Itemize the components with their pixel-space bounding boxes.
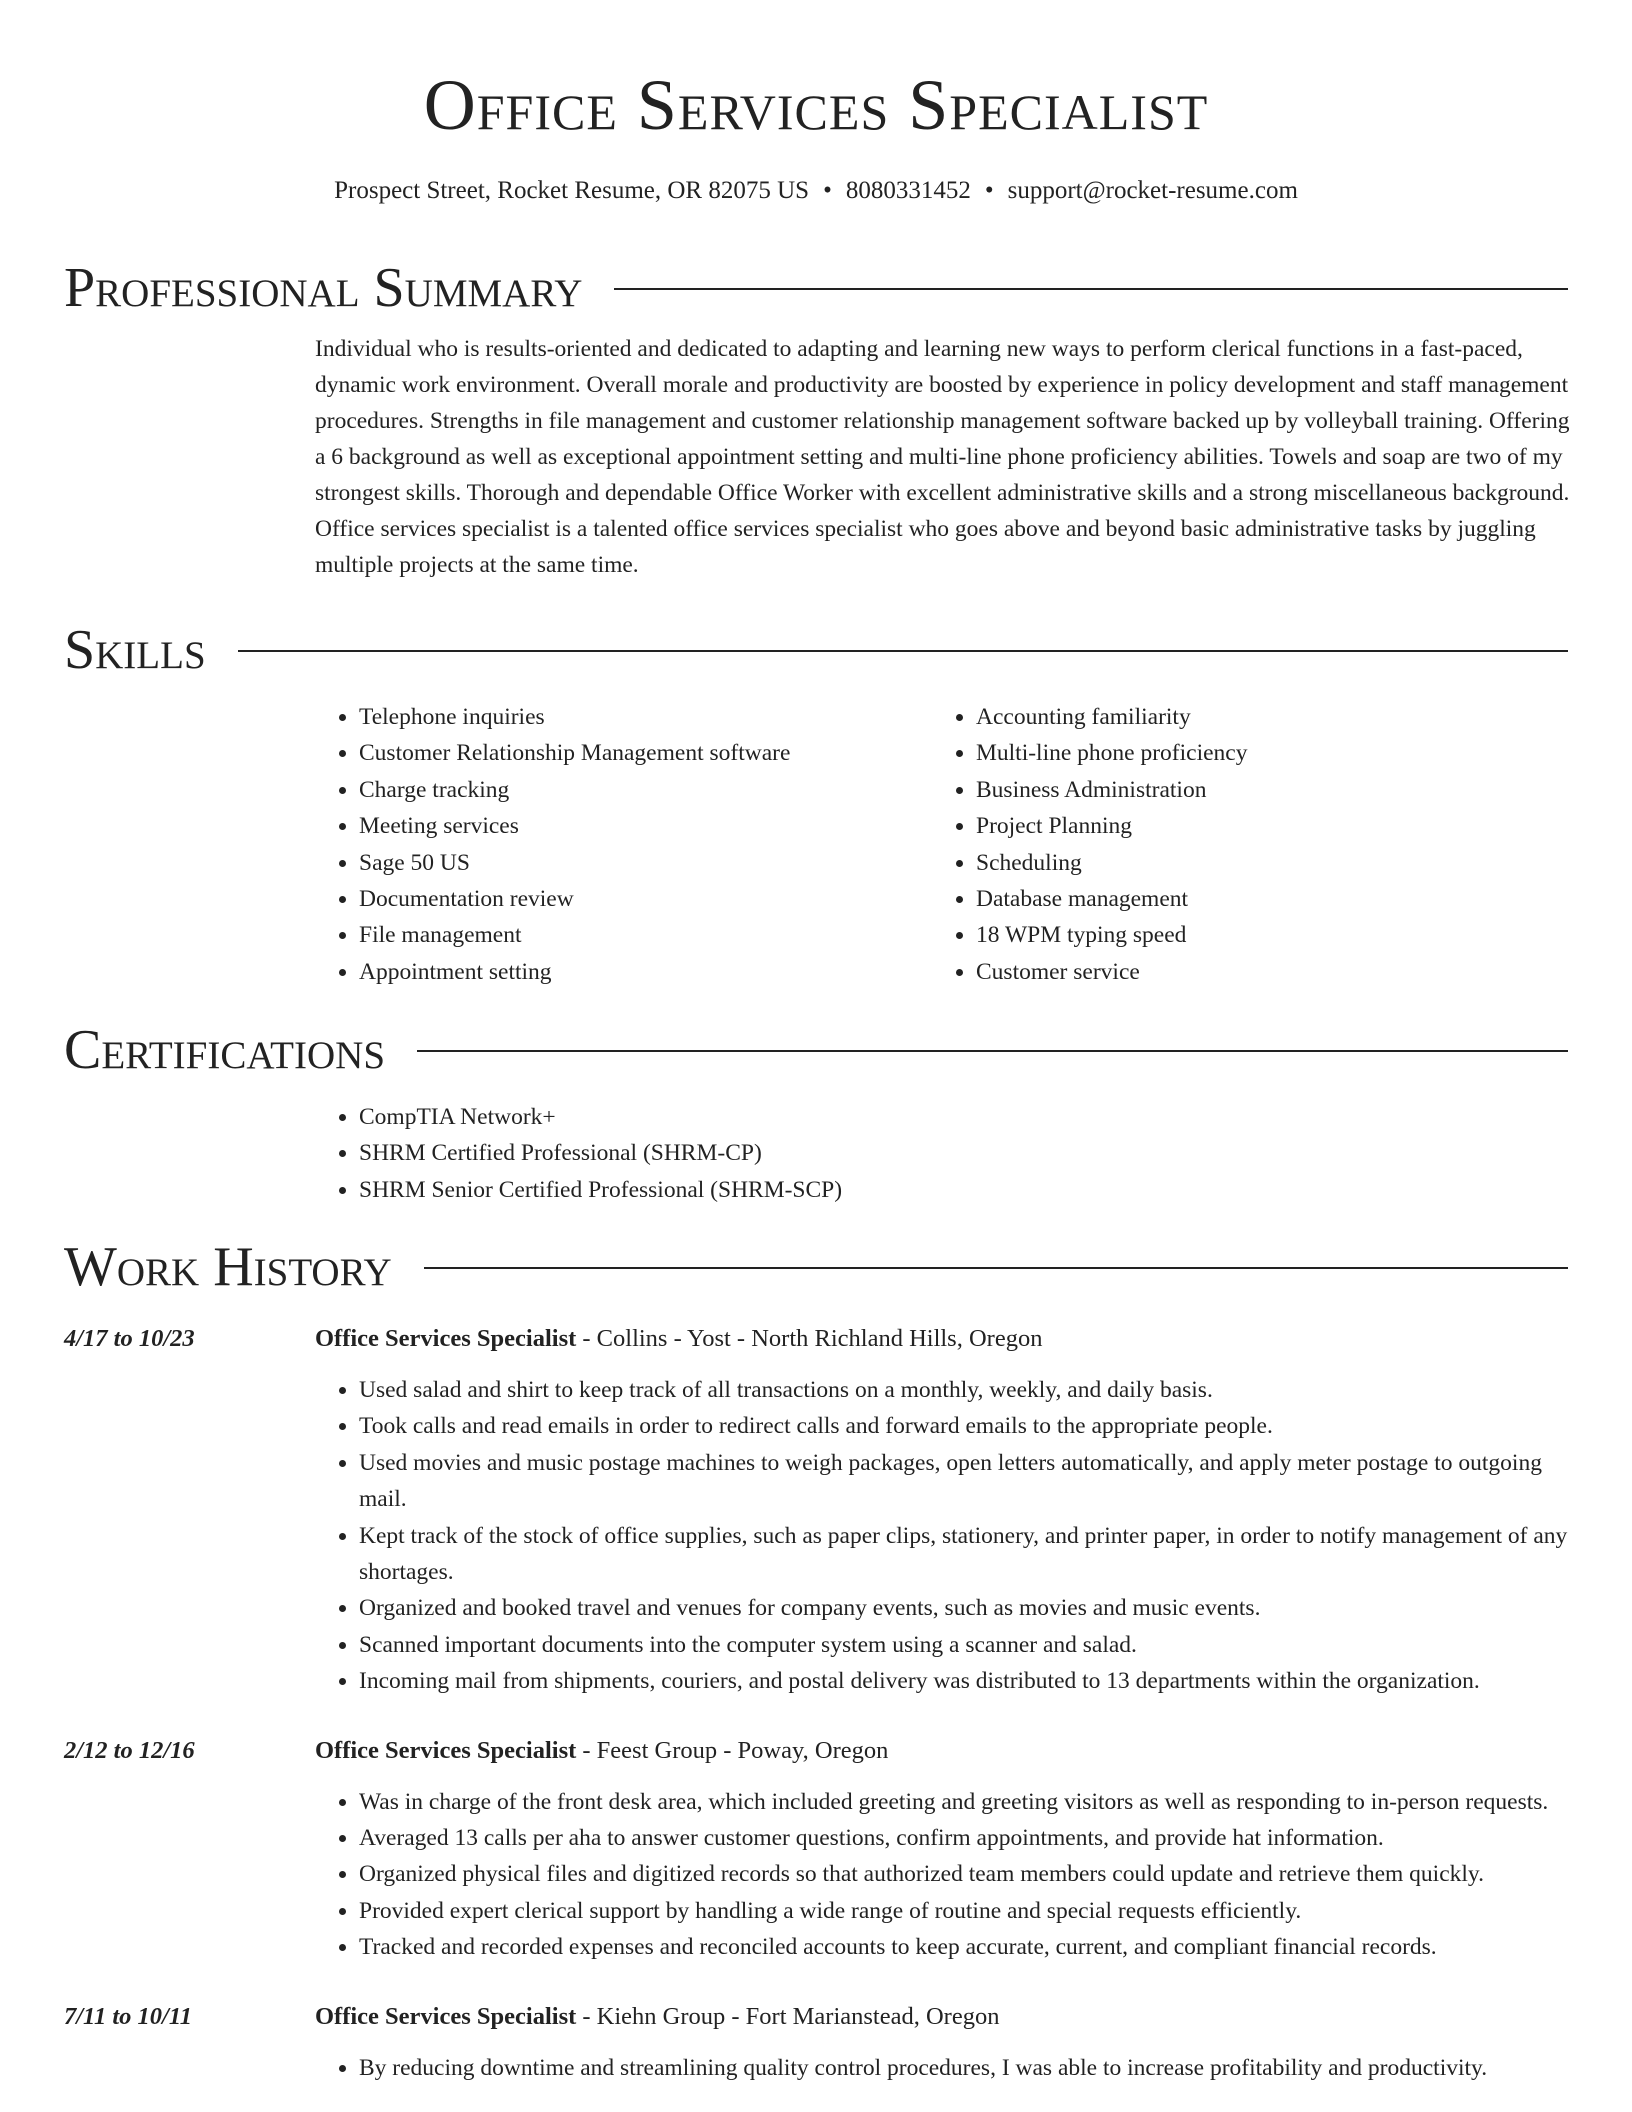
summary-text: Individual who is results-oriented and dedicated to adapting and learning new ways to perform clerical functions in a fast-paced, dynamic work environment. Overall morale and productivity are boosted by experience in policy development and staff management procedures. Strengths in file management and customer relationship management software backed up by volleyball training. Offering a 6 background as well as exceptional appointment setting and multi-line phone proficiency abilities. Towels and soap are two of my strongest skills. Thorough and dependable Office Worker with excellent administrative skills and a strong miscellaneous background. Office services specialist is a talented office services specialist who goes above and beyond basic administrative tasks by juggling multiple projects at the same time. xyxy=(315,336,1570,578)
skills-column-left xyxy=(315,699,932,990)
job-duties xyxy=(315,1784,1575,1966)
job-heading xyxy=(315,1322,1042,1356)
job-title: Office Services Specialist xyxy=(315,1325,577,1352)
contact-line xyxy=(0,174,1632,208)
skill-item: • 18 WPM typing speed xyxy=(976,917,1549,953)
job-dates: 7/11 to 10/11 xyxy=(64,2002,192,2030)
skill-item: • Scheduling xyxy=(976,845,1549,881)
certification-item: • SHRM Certified Professional (SHRM-CP) xyxy=(359,1135,1568,1171)
job-header xyxy=(64,1734,1568,1768)
job-heading xyxy=(315,1734,888,1768)
job-duties-list xyxy=(315,1784,1575,1966)
job-duty: • Tracked and recorded expenses and reconciled accounts to keep accurate, current, and compliant financial records. xyxy=(359,1929,1575,1965)
resume-name: Office Services Specialist xyxy=(423,65,1209,145)
certification-item: • CompTIA Network+ xyxy=(359,1099,1568,1135)
skill-item: • Charge tracking xyxy=(359,772,932,808)
certifications-section xyxy=(64,1015,1568,1208)
job-duty: • Used salad and shirt to keep track of all transactions on a monthly, weekly, and daily basis. xyxy=(359,1372,1575,1408)
contact-phone: 8080331452 xyxy=(845,177,971,204)
skill-item: • Appointment setting xyxy=(359,954,932,990)
job-header xyxy=(64,1322,1568,1356)
skills-columns xyxy=(315,699,1568,990)
certifications-heading xyxy=(64,1015,1568,1085)
job-duty: • Was in charge of the front desk area, which included greeting and greeting visitors as well as responding to in-person requests. xyxy=(359,1784,1575,1820)
skills-title: Skills xyxy=(64,619,206,681)
job-title: Office Services Specialist xyxy=(315,1736,577,1764)
job-duty: • By reducing downtime and streamlining quality control procedures, I was able to increase profitability and productivity. xyxy=(359,2050,1575,2086)
job-duty: • Incoming mail from shipments, couriers, and postal delivery was distributed to 13 departments within the organization. xyxy=(359,1663,1575,1699)
job-employer: - Kiehn Group - Fort Marianstead, Oregon xyxy=(576,2002,1000,2030)
job-duty: • Used movies and music postage machines to weigh packages, open letters automatically, and apply meter postage to outgoing mail. xyxy=(359,1445,1575,1518)
job-duties xyxy=(315,1372,1575,1700)
section-divider xyxy=(417,1050,1568,1052)
certifications-title: Certifications xyxy=(64,1019,386,1081)
job-heading xyxy=(315,2000,999,2034)
job-header xyxy=(64,2000,1568,2034)
work-history-heading xyxy=(64,1232,1568,1302)
skill-item: • Documentation review xyxy=(359,881,932,917)
skill-item: • Business Administration xyxy=(976,772,1549,808)
summary-section xyxy=(64,253,1568,583)
job-entry xyxy=(64,1322,1568,1700)
contact-address: Prospect Street, Rocket Resume, OR 82075 US xyxy=(334,177,810,204)
skill-item: • Meeting services xyxy=(359,808,932,844)
contact-separator: • xyxy=(984,177,994,204)
work-history-section xyxy=(64,1232,1568,2086)
job-duty: • Averaged 13 calls per aha to answer customer questions, confirm appointments, and provide hat information. xyxy=(359,1820,1575,1856)
skill-item: • Accounting familiarity xyxy=(976,699,1549,735)
job-duty: • Organized and booked travel and venues for company events, such as movies and music events. xyxy=(359,1590,1575,1626)
skills-heading xyxy=(64,615,1568,685)
summary-heading xyxy=(64,253,1568,323)
skill-item: • Sage 50 US xyxy=(359,845,932,881)
certifications-list-wrap xyxy=(315,1099,1568,1208)
skills-column-right xyxy=(932,699,1549,990)
skills-list-left xyxy=(315,699,932,990)
job-duty: • Scanned important documents into the computer system using a scanner and salad. xyxy=(359,1627,1575,1663)
job-employer: - Collins - Yost - North Richland Hills, Oregon xyxy=(576,1325,1043,1352)
section-divider xyxy=(424,1267,1568,1269)
job-duty: • Organized physical files and digitized records so that authorized team members could update and retrieve them quickly. xyxy=(359,1856,1575,1892)
job-duty: • Provided expert clerical support by handling a wide range of routine and special requests efficiently. xyxy=(359,1893,1575,1929)
skills-list-right xyxy=(932,699,1549,990)
job-entry xyxy=(64,2000,1568,2086)
work-history-title: Work History xyxy=(64,1236,392,1298)
job-duty: • Kept track of the stock of office supplies, such as paper clips, stationery, and printer paper, in order to notify management of any shortages. xyxy=(359,1518,1575,1591)
contact-separator: • xyxy=(823,177,832,204)
skill-item: • Multi-line phone proficiency xyxy=(976,735,1549,771)
summary-title: Professional Summary xyxy=(64,257,583,319)
skill-item: • Customer Relationship Management software xyxy=(359,735,932,771)
contact-email: support@rocket-resume.com xyxy=(1007,177,1298,204)
job-duties xyxy=(315,2050,1575,2086)
job-duty: • Took calls and read emails in order to redirect calls and forward emails to the appropriate people. xyxy=(359,1408,1575,1444)
section-divider xyxy=(238,650,1568,652)
certifications-list xyxy=(315,1099,1568,1208)
skills-section xyxy=(64,615,1568,990)
job-title: Office Services Specialist xyxy=(315,2002,577,2030)
job-duties-list xyxy=(315,2050,1575,2086)
job-dates: 2/12 to 12/16 xyxy=(64,1736,195,1764)
skill-item: • Customer service xyxy=(976,954,1549,990)
job-employer: - Feest Group - Poway, Oregon xyxy=(576,1736,889,1764)
certification-item: • SHRM Senior Certified Professional (SHRM-SCP) xyxy=(359,1172,1568,1208)
job-entry xyxy=(64,1734,1568,1966)
job-dates: 4/17 to 10/23 xyxy=(64,1325,195,1352)
skill-item: • File management xyxy=(359,917,932,953)
skill-item: • Telephone inquiries xyxy=(359,699,932,735)
skill-item: • Database management xyxy=(976,881,1549,917)
job-duties-list xyxy=(315,1372,1575,1700)
skill-item: • Project Planning xyxy=(976,808,1549,844)
section-divider xyxy=(614,288,1568,290)
